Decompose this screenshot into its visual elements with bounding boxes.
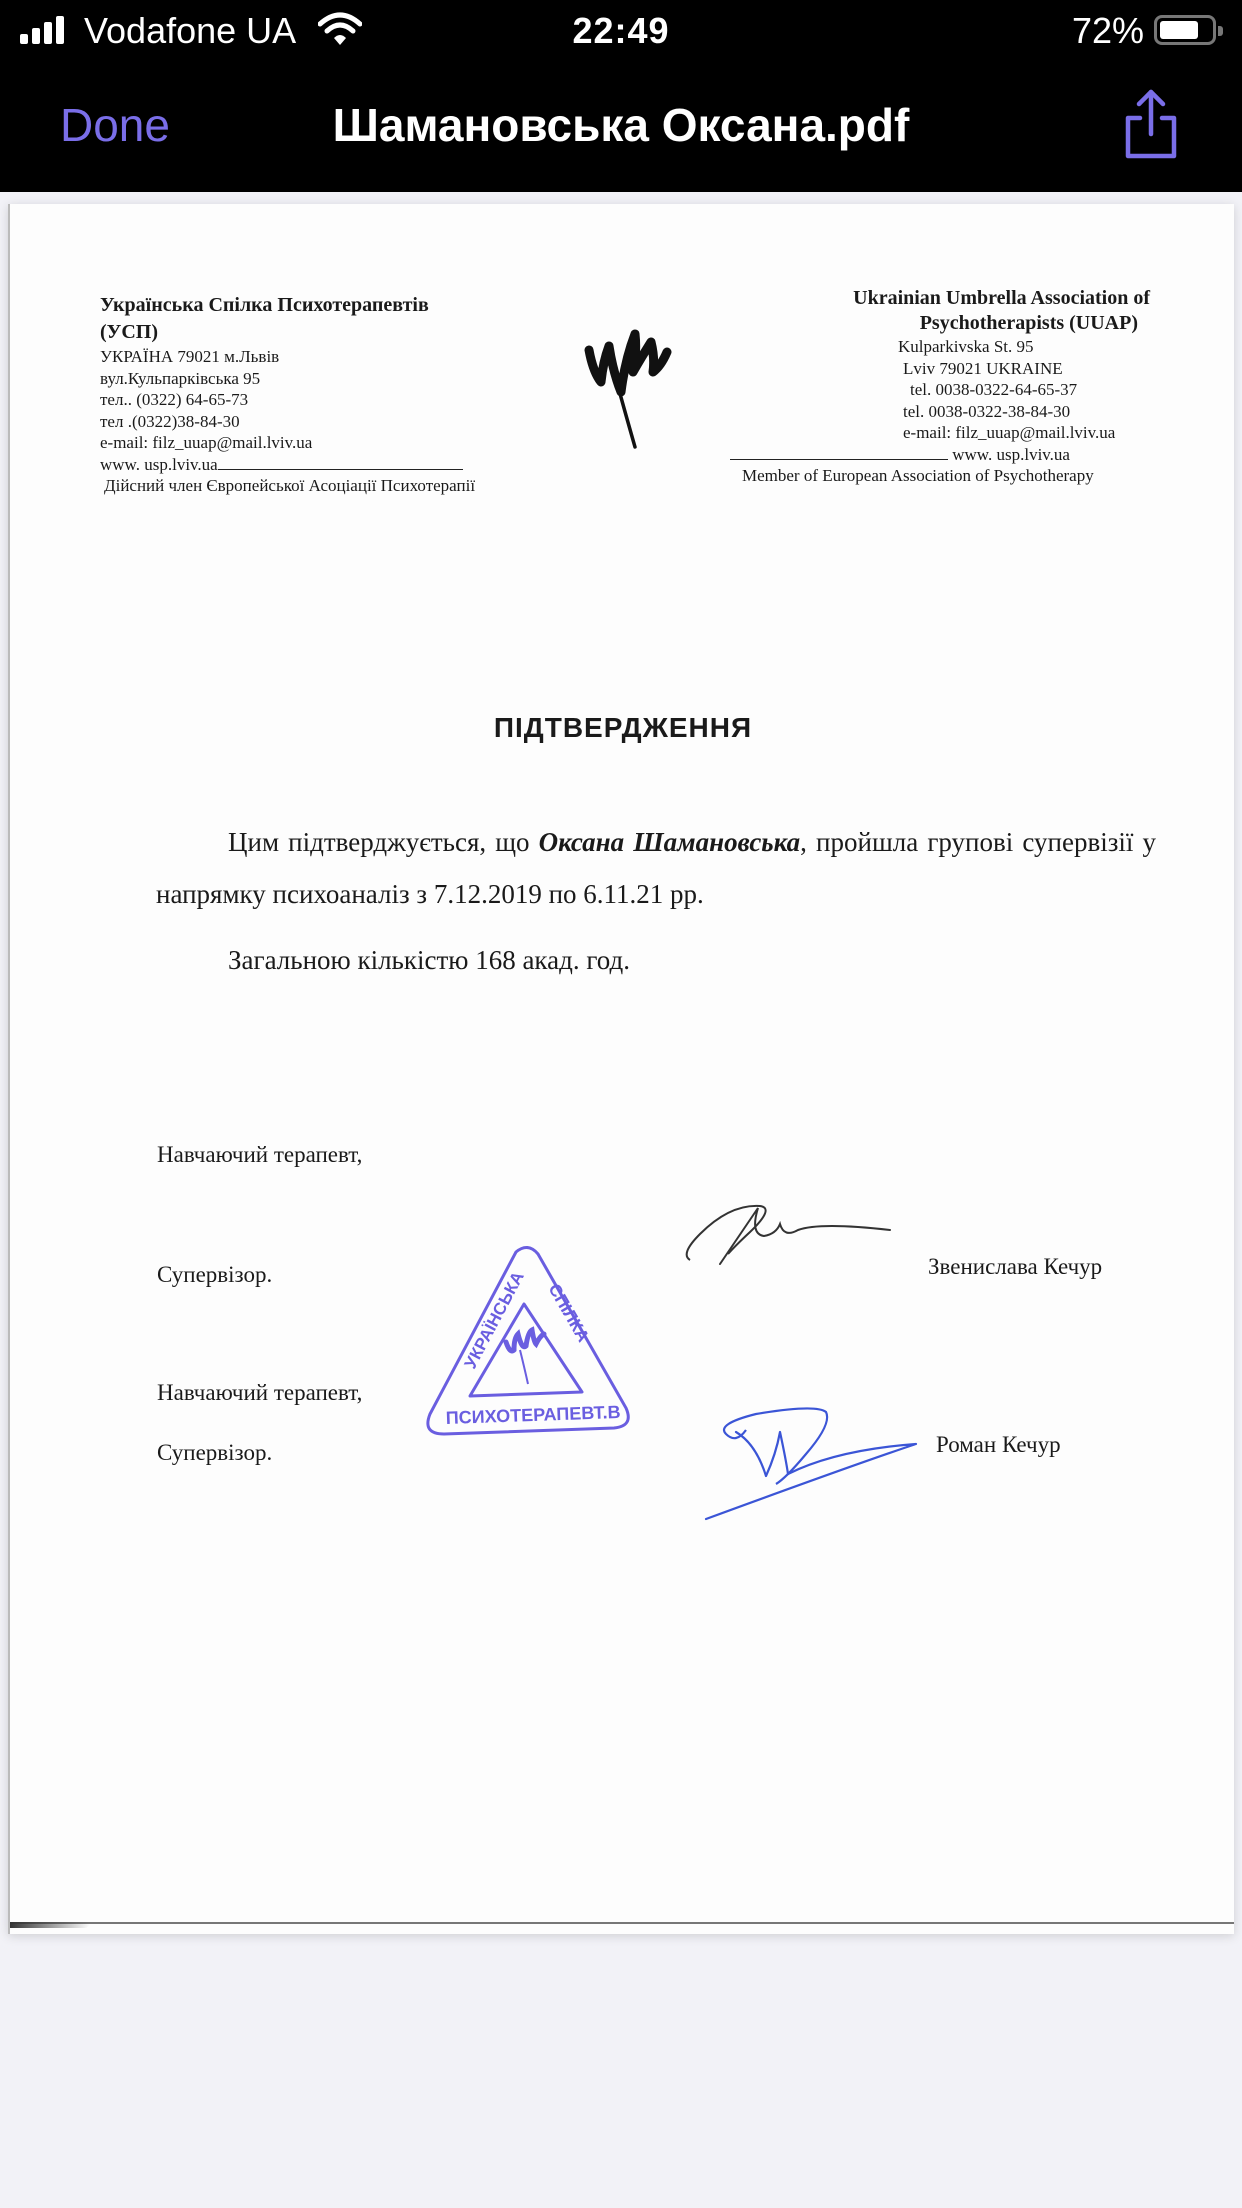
- email-line: e-mail: filz_uuap@mail.lviv.ua: [903, 423, 1116, 442]
- address-line: Lviv 79021 UKRAINE: [903, 358, 1063, 378]
- nav-bar: [0, 62, 1242, 192]
- org-abbrev-en: Psychotherapists (UUAP): [919, 312, 1138, 334]
- signature-icon: [696, 1404, 926, 1524]
- membership-line: Member of European Association of Psychotherapy: [742, 466, 1094, 485]
- address-line: вул.Кульпарківська 95: [100, 368, 261, 388]
- battery-icon: [1154, 15, 1216, 45]
- divider: [730, 459, 948, 460]
- signatory-role: Навчаючий терапевт,: [157, 1380, 363, 1405]
- address-line: Kulparkivska St. 95: [898, 337, 1034, 356]
- phone-line: tel. 0038-0322-64-65-37: [910, 380, 1078, 399]
- website-line: www. usp.lviv.ua: [100, 454, 218, 474]
- top-bar: [0, 0, 1242, 192]
- battery-percent: 72%: [1071, 10, 1144, 51]
- org-name-en: Ukrainian Umbrella Association of: [853, 287, 1150, 309]
- signatory-role: Навчаючий терапевт,: [157, 1142, 363, 1167]
- person-name: Оксана Шамановська: [538, 827, 801, 857]
- hours-paragraph: Загальною кількістю 168 акад. год.: [228, 945, 630, 975]
- website-line: www. usp.lviv.ua: [952, 444, 1070, 464]
- org-abbrev-ua: (УСП): [100, 321, 158, 343]
- stamp-text: ПСИХОТЕРАПЕВТ.В: [445, 1401, 621, 1428]
- document-title: Шамановська Оксана.pdf: [332, 99, 910, 151]
- organization-stamp: [418, 1242, 638, 1442]
- phone-line: tel. 0038-0322-38-84-30: [903, 401, 1071, 421]
- confirmation-title: ПІДТВЕРДЖЕННЯ: [493, 712, 753, 743]
- signature-icon: [680, 1194, 900, 1274]
- paragraph-text: Цим підтверджується, що: [228, 827, 539, 857]
- stamp-text: УКРАЇНСЬКА: [460, 1268, 528, 1372]
- stamp-text: СПІЛКА: [544, 1280, 593, 1346]
- phone-line: тел .(0322)38-84-30: [100, 411, 240, 431]
- pdf-viewer[interactable]: [0, 192, 1242, 2208]
- signatory-name: Роман Кечур: [936, 1432, 1061, 1457]
- header-right: [740, 286, 1150, 487]
- divider: [218, 469, 463, 470]
- done-button[interactable]: Done: [60, 99, 170, 151]
- address-line: УКРАЇНА 79021 м.Львів: [100, 347, 280, 366]
- page-edge: [10, 1922, 1234, 1924]
- header-left: [100, 292, 520, 497]
- share-icon: [1120, 86, 1182, 162]
- membership-line: Дійсний член Європейської Асоціації Психотерапії: [104, 476, 476, 495]
- scan-artifact: [10, 1922, 90, 1928]
- signatory-role: Супервізор.: [157, 1440, 273, 1465]
- email-line: e-mail: filz_uuap@mail.lviv.ua: [100, 433, 313, 452]
- share-button[interactable]: [1120, 86, 1182, 162]
- usp-logo-icon: [575, 312, 685, 452]
- pdf-page: [8, 204, 1234, 1934]
- phone-line: тел.. (0322) 64-65-73: [100, 390, 249, 409]
- confirmation-paragraph: [156, 816, 1156, 920]
- signatory-name: Звенислава Кечур: [928, 1254, 1103, 1279]
- paragraph-text: , пройшла групові супервізії у напрямку психоаналіз з 7.12.2019 по 6.11.21 рр.: [156, 827, 1156, 909]
- status-bar: [0, 0, 1242, 62]
- org-name-ua: Українська Спілка Психотерапевтів: [100, 294, 429, 316]
- clock: 22:49: [572, 10, 670, 51]
- signatory-role: Супервізор.: [157, 1262, 273, 1287]
- carrier-label: Vodafone UA: [84, 10, 297, 51]
